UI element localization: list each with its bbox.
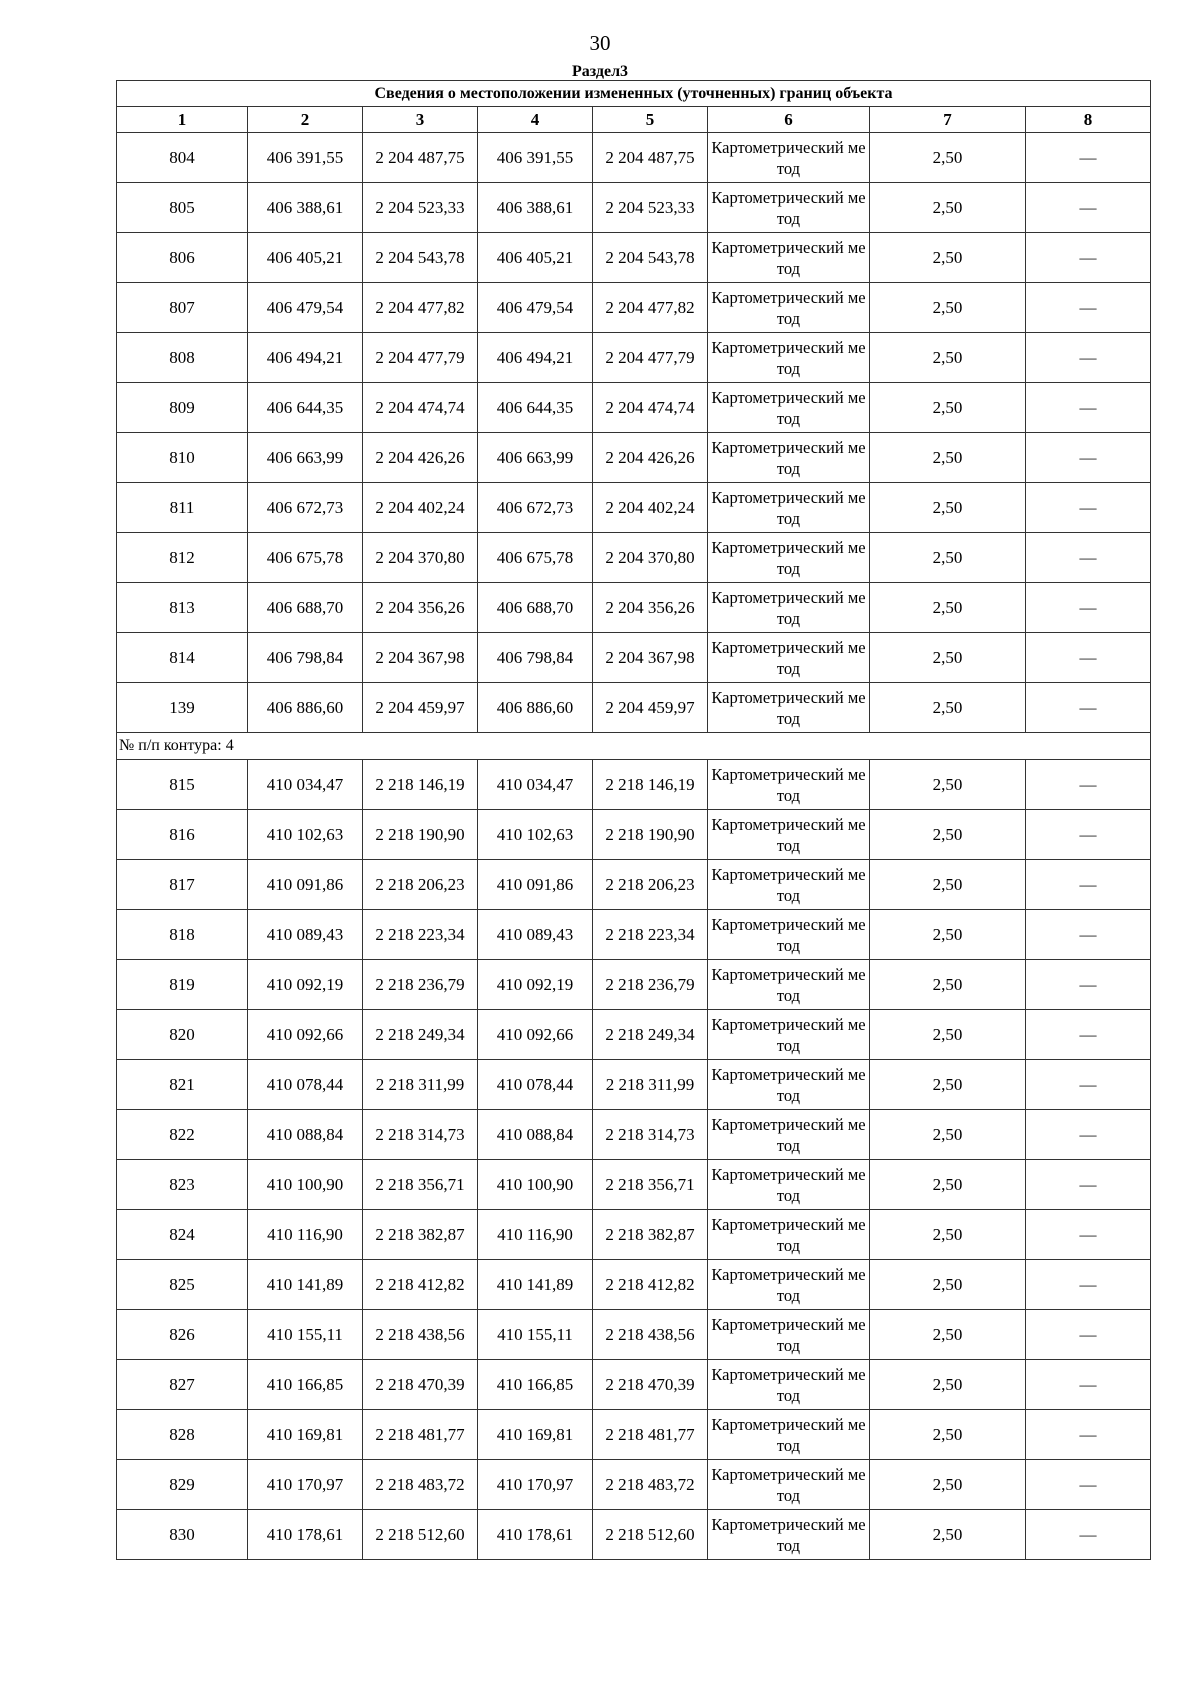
table-cell: Картометрический метод [708, 1410, 870, 1460]
table-cell: 818 [117, 910, 248, 960]
table-cell: 2,50 [870, 1510, 1026, 1560]
table-cell: — [1026, 1410, 1151, 1460]
table-row [117, 960, 1151, 1010]
table-cell: — [1026, 683, 1151, 733]
table-cell: Картометрический метод [708, 1310, 870, 1360]
table-cell: 2,50 [870, 233, 1026, 283]
table-cell: — [1026, 1310, 1151, 1360]
table-cell: — [1026, 910, 1151, 960]
table-cell: Картометрический метод [708, 133, 870, 183]
table-cell: Картометрический метод [708, 433, 870, 483]
table-cell: 2,50 [870, 1360, 1026, 1410]
table-cell: 2,50 [870, 1260, 1026, 1310]
table-cell: Картометрический метод [708, 683, 870, 733]
table-cell: 2 204 459,97 [593, 683, 708, 733]
table-body [117, 81, 1151, 1560]
table-cell: 2 204 356,26 [593, 583, 708, 633]
column-header: 4 [478, 107, 593, 133]
table-cell: 2 218 481,77 [593, 1410, 708, 1460]
table-row [117, 583, 1151, 633]
table-cell: 2 218 382,87 [363, 1210, 478, 1260]
table-cell: Картометрический метод [708, 533, 870, 583]
table-cell: 2 218 249,34 [593, 1010, 708, 1060]
table-cell: 406 672,73 [478, 483, 593, 533]
table-cell: 406 675,78 [478, 533, 593, 583]
table-cell: Картометрический метод [708, 960, 870, 1010]
table-cell: Картометрический метод [708, 1260, 870, 1310]
table-cell: Картометрический метод [708, 1510, 870, 1560]
table-cell: 2 218 146,19 [593, 760, 708, 810]
table-row [117, 183, 1151, 233]
table-cell: 810 [117, 433, 248, 483]
column-header: 6 [708, 107, 870, 133]
table-cell: 406 672,73 [248, 483, 363, 533]
table-cell: 410 089,43 [248, 910, 363, 960]
table-cell: Картометрический метод [708, 1360, 870, 1410]
table-cell: — [1026, 860, 1151, 910]
table-cell: 406 479,54 [248, 283, 363, 333]
table-cell: 2 218 481,77 [363, 1410, 478, 1460]
table-cell: 2 204 477,79 [363, 333, 478, 383]
table-cell: Картометрический метод [708, 383, 870, 433]
table-cell: 2 204 356,26 [363, 583, 478, 633]
column-header: 3 [363, 107, 478, 133]
table-cell: 2,50 [870, 1210, 1026, 1260]
table-row [117, 1310, 1151, 1360]
table-cell: 410 170,97 [248, 1460, 363, 1510]
table-cell: 410 116,90 [248, 1210, 363, 1260]
table-cell: 2 218 438,56 [363, 1310, 478, 1360]
table-cell: 806 [117, 233, 248, 283]
table-cell: 829 [117, 1460, 248, 1510]
table-cell: 807 [117, 283, 248, 333]
table-cell: 406 886,60 [248, 683, 363, 733]
table-cell: 406 798,84 [478, 633, 593, 683]
table-cell: — [1026, 483, 1151, 533]
table-cell: 815 [117, 760, 248, 810]
table-cell: 406 688,70 [248, 583, 363, 633]
table-cell: 406 798,84 [248, 633, 363, 683]
table-cell: 804 [117, 133, 248, 183]
table-cell: 410 034,47 [478, 760, 593, 810]
table-cell: Картометрический метод [708, 1460, 870, 1510]
table-cell: 410 078,44 [248, 1060, 363, 1110]
table-cell: 2 218 483,72 [363, 1460, 478, 1510]
table-cell: 406 479,54 [478, 283, 593, 333]
table-cell: — [1026, 333, 1151, 383]
table-cell: 2 218 512,60 [363, 1510, 478, 1560]
table-cell: 406 494,21 [478, 333, 593, 383]
table-cell: 410 034,47 [248, 760, 363, 810]
table-cell: 2 218 146,19 [363, 760, 478, 810]
table-cell: 2,50 [870, 183, 1026, 233]
table-cell: Картометрический метод [708, 860, 870, 910]
table-cell: Картометрический метод [708, 1110, 870, 1160]
table-cell: 410 141,89 [478, 1260, 593, 1310]
table-cell: 2,50 [870, 1410, 1026, 1460]
table-cell: 2,50 [870, 1460, 1026, 1510]
table-cell: 410 092,66 [478, 1010, 593, 1060]
table-cell: 2 218 412,82 [593, 1260, 708, 1310]
table-cell: 2 218 470,39 [593, 1360, 708, 1410]
table-cell: 2 204 370,80 [593, 533, 708, 583]
table-cell: 406 405,21 [478, 233, 593, 283]
table-cell: 2 218 190,90 [363, 810, 478, 860]
table-cell: 406 388,61 [248, 183, 363, 233]
table-cell: 805 [117, 183, 248, 233]
table-cell: 2,50 [870, 810, 1026, 860]
column-header: 2 [248, 107, 363, 133]
table-cell: 2 204 477,82 [593, 283, 708, 333]
table-cell: 821 [117, 1060, 248, 1110]
table-cell: 825 [117, 1260, 248, 1310]
column-header: 7 [870, 107, 1026, 133]
table-row [117, 860, 1151, 910]
table-cell: 2 218 438,56 [593, 1310, 708, 1360]
table-row [117, 683, 1151, 733]
table-cell: Картометрический метод [708, 283, 870, 333]
table-caption-row [117, 81, 1151, 107]
table-row [117, 1260, 1151, 1310]
table-cell: 410 078,44 [478, 1060, 593, 1110]
table-row [117, 233, 1151, 283]
table-cell: 2,50 [870, 910, 1026, 960]
table-cell: 410 169,81 [478, 1410, 593, 1460]
table-row [117, 1510, 1151, 1560]
table-cell: 2 218 412,82 [363, 1260, 478, 1310]
table-cell: Картометрический метод [708, 233, 870, 283]
table-cell: 410 088,84 [248, 1110, 363, 1160]
boundary-coordinates-table [116, 80, 1151, 1560]
table-cell: 410 100,90 [478, 1160, 593, 1210]
table-cell: Картометрический метод [708, 183, 870, 233]
table-cell: 2 204 370,80 [363, 533, 478, 583]
table-cell: 809 [117, 383, 248, 433]
table-cell: — [1026, 1210, 1151, 1260]
table-cell: 406 644,35 [478, 383, 593, 433]
table-cell: 2 204 487,75 [593, 133, 708, 183]
table-cell: — [1026, 1110, 1151, 1160]
table-cell: 2 204 402,24 [363, 483, 478, 533]
table-cell: 410 155,11 [478, 1310, 593, 1360]
table-cell: 2,50 [870, 433, 1026, 483]
table-cell: — [1026, 1260, 1151, 1310]
table-cell: 2 218 356,71 [363, 1160, 478, 1210]
table-cell: 2,50 [870, 483, 1026, 533]
table-cell: — [1026, 1360, 1151, 1410]
table-cell: 2,50 [870, 1060, 1026, 1110]
table-cell: — [1026, 1510, 1151, 1560]
table-cell: 410 091,86 [478, 860, 593, 910]
table-cell: 2 204 487,75 [363, 133, 478, 183]
table-cell: 410 178,61 [478, 1510, 593, 1560]
table-cell: 811 [117, 483, 248, 533]
table-cell: — [1026, 183, 1151, 233]
table-cell: Картометрический метод [708, 1060, 870, 1110]
column-header: 1 [117, 107, 248, 133]
table-cell: — [1026, 633, 1151, 683]
table-cell: 2 218 190,90 [593, 810, 708, 860]
table-cell: — [1026, 383, 1151, 433]
table-row [117, 1160, 1151, 1210]
table-cell: 410 091,86 [248, 860, 363, 910]
table-cell: 410 170,97 [478, 1460, 593, 1510]
table-cell: 410 169,81 [248, 1410, 363, 1460]
table-cell: 406 663,99 [478, 433, 593, 483]
table-cell: 2,50 [870, 1160, 1026, 1210]
table-cell: — [1026, 960, 1151, 1010]
table-cell: — [1026, 1160, 1151, 1210]
table-cell: 410 102,63 [478, 810, 593, 860]
table-cell: — [1026, 133, 1151, 183]
table-cell: 410 166,85 [248, 1360, 363, 1410]
table-cell: 2,50 [870, 533, 1026, 583]
table-cell: 830 [117, 1510, 248, 1560]
table-cell: — [1026, 760, 1151, 810]
table-cell: 828 [117, 1410, 248, 1460]
table-row [117, 633, 1151, 683]
page-number: 30 [589, 31, 611, 55]
table-cell: 2 204 402,24 [593, 483, 708, 533]
table-row [117, 910, 1151, 960]
table-cell: 139 [117, 683, 248, 733]
table-cell: 410 155,11 [248, 1310, 363, 1360]
table-cell: 2 204 459,97 [363, 683, 478, 733]
table-cell: Картометрический метод [708, 1210, 870, 1260]
table-cell: 410 088,84 [478, 1110, 593, 1160]
table-cell: 406 663,99 [248, 433, 363, 483]
section-title: Раздел3 [571, 63, 629, 80]
table-cell: — [1026, 433, 1151, 483]
table-cell: 406 405,21 [248, 233, 363, 283]
table-cell: 2,50 [870, 760, 1026, 810]
table-cell: 410 092,66 [248, 1010, 363, 1060]
table-cell: 2 204 474,74 [593, 383, 708, 433]
table-cell: 2 218 470,39 [363, 1360, 478, 1410]
table-cell: — [1026, 810, 1151, 860]
table-cell: 2 204 543,78 [593, 233, 708, 283]
table-cell: Картометрический метод [708, 633, 870, 683]
table-cell: 808 [117, 333, 248, 383]
table-cell: 406 688,70 [478, 583, 593, 633]
table-row [117, 483, 1151, 533]
table-caption: Сведения о местоположении измененных (уточненных) границ объекта [117, 81, 1151, 107]
table-cell: — [1026, 1010, 1151, 1060]
table-row [117, 283, 1151, 333]
table-cell: — [1026, 283, 1151, 333]
table-cell: 2 204 367,98 [593, 633, 708, 683]
table-cell: — [1026, 233, 1151, 283]
table-cell: 2,50 [870, 583, 1026, 633]
table-cell: 2 218 382,87 [593, 1210, 708, 1260]
table-cell: Картометрический метод [708, 1160, 870, 1210]
table-cell: 2 218 236,79 [593, 960, 708, 1010]
table-cell: 2 204 477,79 [593, 333, 708, 383]
table-row [117, 760, 1151, 810]
table-cell: 410 178,61 [248, 1510, 363, 1560]
table-cell: 2 218 314,73 [363, 1110, 478, 1160]
table-cell: 2 218 223,34 [363, 910, 478, 960]
table-cell: 410 116,90 [478, 1210, 593, 1260]
table-cell: 406 886,60 [478, 683, 593, 733]
table-cell: 2 204 543,78 [363, 233, 478, 283]
table-cell: 406 675,78 [248, 533, 363, 583]
table-cell: Картометрический метод [708, 810, 870, 860]
contour-label-row [117, 733, 1151, 760]
table-row [117, 810, 1151, 860]
table-cell: 2 204 426,26 [593, 433, 708, 483]
table-header-row [117, 107, 1151, 133]
contour-label: № п/п контура: 4 [117, 733, 1151, 760]
table-cell: 2 204 474,74 [363, 383, 478, 433]
table-cell: 406 644,35 [248, 383, 363, 433]
table-cell: 2 218 249,34 [363, 1010, 478, 1060]
table-cell: 823 [117, 1160, 248, 1210]
table-cell: 2,50 [870, 133, 1026, 183]
table-cell: 2 218 206,23 [593, 860, 708, 910]
table-cell: 827 [117, 1360, 248, 1410]
table-row [117, 1010, 1151, 1060]
table-cell: 2 218 236,79 [363, 960, 478, 1010]
table-row [117, 1110, 1151, 1160]
table-row [117, 1210, 1151, 1260]
table-cell: 2 218 223,34 [593, 910, 708, 960]
table-row [117, 433, 1151, 483]
table-cell: 816 [117, 810, 248, 860]
table-cell: 410 089,43 [478, 910, 593, 960]
table-row [117, 133, 1151, 183]
table-cell: Картометрический метод [708, 583, 870, 633]
table-row [117, 533, 1151, 583]
table-cell: 820 [117, 1010, 248, 1060]
table-cell: 2 204 523,33 [593, 183, 708, 233]
table-cell: Картометрический метод [708, 333, 870, 383]
table-row [117, 1460, 1151, 1510]
table-cell: 2,50 [870, 283, 1026, 333]
table-cell: 812 [117, 533, 248, 583]
table-cell: 826 [117, 1310, 248, 1360]
table-cell: 410 166,85 [478, 1360, 593, 1410]
table-cell: 2,50 [870, 860, 1026, 910]
table-cell: 2 204 523,33 [363, 183, 478, 233]
table-cell: 2,50 [870, 1310, 1026, 1360]
table-cell: 2 204 477,82 [363, 283, 478, 333]
table-cell: 2 218 356,71 [593, 1160, 708, 1210]
table-cell: 406 494,21 [248, 333, 363, 383]
table-cell: 410 102,63 [248, 810, 363, 860]
table-cell: 2 218 483,72 [593, 1460, 708, 1510]
table-cell: — [1026, 533, 1151, 583]
table-cell: 2 218 512,60 [593, 1510, 708, 1560]
table-cell: 2 218 311,99 [363, 1060, 478, 1110]
table-cell: 410 141,89 [248, 1260, 363, 1310]
table-cell: Картометрический метод [708, 483, 870, 533]
table-row [117, 383, 1151, 433]
table-cell: 2,50 [870, 383, 1026, 433]
column-header: 5 [593, 107, 708, 133]
table-cell: 824 [117, 1210, 248, 1260]
table-cell: Картометрический метод [708, 760, 870, 810]
table-cell: — [1026, 1060, 1151, 1110]
table-row [117, 1360, 1151, 1410]
table-cell: 410 092,19 [478, 960, 593, 1010]
table-cell: 817 [117, 860, 248, 910]
table-cell: 2,50 [870, 1010, 1026, 1060]
table-cell: 2 218 314,73 [593, 1110, 708, 1160]
table-cell: 2 218 311,99 [593, 1060, 708, 1110]
table-cell: 2 204 367,98 [363, 633, 478, 683]
table-cell: 2 204 426,26 [363, 433, 478, 483]
table-cell: 406 391,55 [248, 133, 363, 183]
table-cell: — [1026, 583, 1151, 633]
table-cell: Картометрический метод [708, 910, 870, 960]
table-cell: 813 [117, 583, 248, 633]
table-cell: 2,50 [870, 960, 1026, 1010]
table-cell: 410 092,19 [248, 960, 363, 1010]
table-cell: 2,50 [870, 633, 1026, 683]
table-cell: 814 [117, 633, 248, 683]
table-row [117, 1060, 1151, 1110]
table-cell: 2,50 [870, 1110, 1026, 1160]
table-row [117, 333, 1151, 383]
table-cell: 406 391,55 [478, 133, 593, 183]
table-cell: 822 [117, 1110, 248, 1160]
table-cell: 406 388,61 [478, 183, 593, 233]
table-cell: 2 218 206,23 [363, 860, 478, 910]
table-cell: Картометрический метод [708, 1010, 870, 1060]
table-cell: 410 100,90 [248, 1160, 363, 1210]
column-header: 8 [1026, 107, 1151, 133]
table-cell: 2,50 [870, 333, 1026, 383]
table-row [117, 1410, 1151, 1460]
table-cell: — [1026, 1460, 1151, 1510]
table-cell: 819 [117, 960, 248, 1010]
table-cell: 2,50 [870, 683, 1026, 733]
